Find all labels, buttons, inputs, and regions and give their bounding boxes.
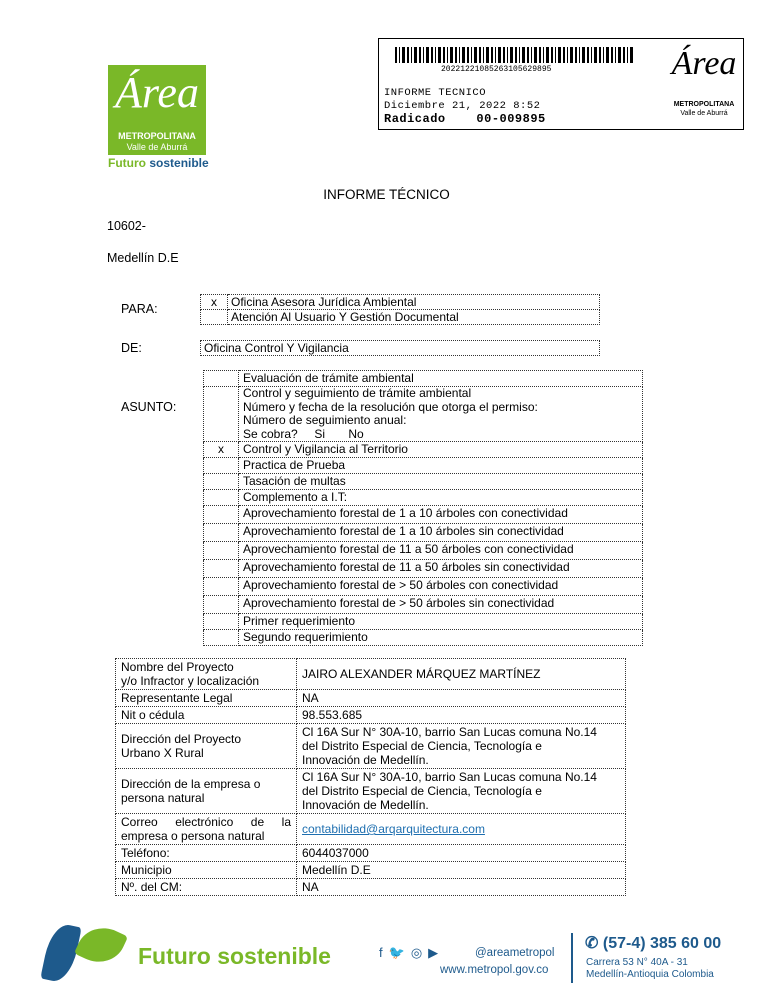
project-label-line: persona natural — [121, 791, 205, 805]
project-value — [297, 814, 626, 845]
project-label-line: Teléfono: — [121, 846, 170, 860]
social-handle[interactable]: @areametropol — [475, 947, 555, 959]
asunto-line: Complemento a I.T: — [243, 490, 348, 504]
asunto-row — [204, 596, 643, 614]
asunto-line: Primer requerimiento — [243, 614, 356, 628]
social-icons — [379, 945, 444, 961]
asunto-row — [204, 524, 643, 542]
para-label: PARA: — [121, 302, 158, 316]
logo-line1: METROPOLITANA — [118, 131, 196, 141]
project-value-line: NA — [302, 880, 319, 894]
barcode-number: 20221221085263105629895 — [441, 65, 552, 74]
asunto-text — [239, 578, 643, 596]
project-value-line: del Distrito Especial de Ciencia, Tecnología e — [302, 739, 542, 753]
project-label-line: Representante Legal — [121, 691, 233, 705]
asunto-line: Control y seguimiento de trámite ambiental — [243, 386, 472, 400]
project-value — [297, 690, 626, 707]
asunto-line: Tasación de multas — [243, 474, 346, 488]
address: Carrera 53 N° 40A - 31 Medellín-Antioquia Colombia — [586, 957, 714, 980]
asunto-check — [204, 596, 239, 614]
asunto-line: Control y Vigilancia al Territorio — [243, 442, 408, 456]
logo-tagline: Futuro sostenible — [108, 156, 209, 170]
asunto-text — [239, 474, 643, 490]
project-row — [116, 690, 626, 707]
asunto-line: Aprovechamiento forestal de 11 a 50 árboles con conectividad — [243, 542, 574, 556]
project-value-line: Cl 16A Sur N° 30A-10, barrio San Lucas comuna No.14 — [302, 725, 597, 739]
asunto-row — [204, 474, 643, 490]
project-value — [297, 659, 626, 690]
project-label-line: Correo electrónico de la — [121, 815, 291, 829]
stamp-logo-line2: Valle de Aburrá — [680, 110, 728, 117]
asunto-line: Aprovechamiento forestal de > 50 árboles con conectividad — [243, 578, 559, 592]
area-metropolitana-logo — [108, 65, 206, 155]
asunto-check — [204, 474, 239, 490]
asunto-check — [204, 630, 239, 646]
project-label — [116, 814, 297, 845]
asunto-row — [204, 630, 643, 646]
asunto-row — [204, 560, 643, 578]
project-row — [116, 862, 626, 879]
para-row — [201, 295, 600, 310]
project-row — [116, 769, 626, 814]
asunto-text — [239, 490, 643, 506]
asunto-row — [204, 614, 643, 630]
asunto-check — [204, 458, 239, 474]
project-label-line: Dirección del Proyecto — [121, 732, 242, 746]
asunto-row — [204, 371, 643, 387]
asunto-line: Evaluación de trámite ambiental — [243, 371, 414, 385]
asunto-row — [204, 542, 643, 560]
asunto-check — [204, 614, 239, 630]
project-value-line: NA — [302, 691, 319, 705]
de-table — [200, 340, 600, 356]
project-label — [116, 724, 297, 769]
phone-icon: ✆ — [585, 935, 599, 952]
para-check: x — [201, 295, 228, 310]
project-info-table — [115, 658, 626, 896]
para-text: Oficina Asesora Jurídica Ambiental — [228, 295, 600, 310]
stamp-logo-letter: Área — [671, 45, 737, 82]
phone-number: ✆ (57-4) 385 60 00 — [585, 935, 722, 952]
asunto-check — [204, 560, 239, 578]
asunto-check — [204, 371, 239, 387]
asunto-row — [204, 442, 643, 458]
project-label — [116, 845, 297, 862]
asunto-row — [204, 387, 643, 442]
project-label-line: empresa o persona natural — [121, 829, 265, 843]
project-value-line: del Distrito Especial de Ciencia, Tecnología e — [302, 784, 542, 798]
asunto-text — [239, 458, 643, 474]
asunto-line: Aprovechamiento forestal de > 50 árboles sin conectividad — [243, 596, 555, 610]
project-value-line: 98.553.685 — [302, 708, 363, 722]
project-value-line: 6044037000 — [302, 846, 369, 860]
asunto-row — [204, 458, 643, 474]
project-row — [116, 659, 626, 690]
asunto-check — [204, 506, 239, 524]
city: Medellín D.E — [107, 251, 179, 265]
project-label-line: Nit o cédula — [121, 708, 185, 722]
project-value — [297, 845, 626, 862]
asunto-text — [239, 442, 643, 458]
asunto-text — [239, 524, 643, 542]
de-label: DE: — [121, 341, 142, 355]
project-value — [297, 724, 626, 769]
leaf-green-icon — [74, 919, 128, 971]
stamp-line2: Diciembre 21, 2022 8:52 — [384, 100, 541, 112]
logo-line2: Valle de Aburrá — [126, 142, 188, 152]
stamp-line3: Radicado 00-009895 — [384, 112, 546, 126]
project-label-line: Nombre del Proyecto — [121, 660, 234, 674]
project-value — [297, 879, 626, 896]
facebook-icon[interactable]: f — [379, 945, 389, 960]
document-title: INFORME TÉCNICO — [323, 187, 450, 202]
project-row — [116, 845, 626, 862]
reference-number: 10602- — [107, 219, 146, 233]
barcode — [395, 47, 635, 63]
project-row — [116, 707, 626, 724]
project-label — [116, 862, 297, 879]
project-label-line: Municipio — [121, 863, 172, 877]
asunto-check: x — [204, 442, 239, 458]
para-table — [200, 294, 600, 325]
para-text: Atención Al Usuario Y Gestión Documental — [228, 310, 600, 325]
project-row — [116, 814, 626, 845]
project-value — [297, 769, 626, 814]
website-link[interactable]: www.metropol.gov.co — [440, 964, 549, 976]
email-link[interactable]: contabilidad@arqarquitectura.com — [302, 822, 485, 836]
asunto-text — [239, 371, 643, 387]
asunto-line: Número y fecha de la resolución que otorga el permiso: — [243, 399, 538, 414]
asunto-text — [239, 614, 643, 630]
project-label-line: Dirección de la empresa o — [121, 777, 261, 791]
asunto-line: Aprovechamiento forestal de 11 a 50 árboles sin conectividad — [243, 560, 570, 574]
project-label — [116, 769, 297, 814]
asunto-label: ASUNTO: — [121, 400, 177, 414]
asunto-text — [239, 387, 643, 442]
project-label-line: Urbano X Rural — [121, 746, 204, 760]
stamp-logo — [669, 45, 739, 123]
project-value — [297, 707, 626, 724]
asunto-check — [204, 542, 239, 560]
asunto-check — [204, 490, 239, 506]
project-value-line: Innovación de Medellín. — [302, 753, 429, 767]
footer-brand: Futuro sostenible — [138, 943, 331, 969]
de-value: Oficina Control Y Vigilancia — [201, 341, 600, 356]
radicado-stamp — [378, 38, 744, 130]
logo-letter: Área — [115, 68, 199, 117]
asunto-text — [239, 560, 643, 578]
project-label — [116, 879, 297, 896]
stamp-logo-line1: METROPOLITANA — [673, 101, 735, 108]
asunto-table — [203, 370, 643, 646]
asunto-text — [239, 542, 643, 560]
asunto-check — [204, 578, 239, 596]
project-value — [297, 862, 626, 879]
asunto-text — [239, 596, 643, 614]
asunto-line: Aprovechamiento forestal de 1 a 10 árboles sin conectividad — [243, 524, 564, 538]
footer-divider — [571, 933, 573, 983]
youtube-icon[interactable]: ▶ — [428, 945, 445, 960]
asunto-line: Se cobra? Si No — [243, 426, 364, 441]
asunto-row — [204, 506, 643, 524]
asunto-text — [239, 506, 643, 524]
project-row — [116, 879, 626, 896]
asunto-line: Número de seguimiento anual: — [243, 413, 407, 427]
project-label — [116, 707, 297, 724]
project-label — [116, 659, 297, 690]
project-value-line: Cl 16A Sur N° 30A-10, barrio San Lucas comuna No.14 — [302, 770, 597, 784]
instagram-icon[interactable]: ◎ — [410, 945, 429, 960]
project-value-line: Medellín D.E — [302, 863, 371, 877]
asunto-line: Segundo requerimiento — [243, 630, 368, 644]
asunto-text — [239, 630, 643, 646]
asunto-check — [204, 524, 239, 542]
project-label-line: Nº. del CM: — [121, 880, 183, 894]
project-value-line: Innovación de Medellín. — [302, 798, 429, 812]
project-value-line: JAIRO ALEXANDER MÁRQUEZ MARTÍNEZ — [302, 667, 541, 681]
project-label-line: y/o Infractor y localización — [121, 674, 260, 688]
project-label — [116, 690, 297, 707]
project-row — [116, 724, 626, 769]
asunto-line: Practica de Prueba — [243, 458, 346, 472]
asunto-row — [204, 490, 643, 506]
para-check — [201, 310, 228, 325]
asunto-line: Aprovechamiento forestal de 1 a 10 árboles con conectividad — [243, 506, 568, 520]
para-row — [201, 310, 600, 325]
asunto-check — [204, 387, 239, 442]
asunto-row — [204, 578, 643, 596]
twitter-icon[interactable]: 🐦 — [388, 945, 411, 960]
stamp-line1: INFORME TECNICO — [384, 87, 487, 99]
